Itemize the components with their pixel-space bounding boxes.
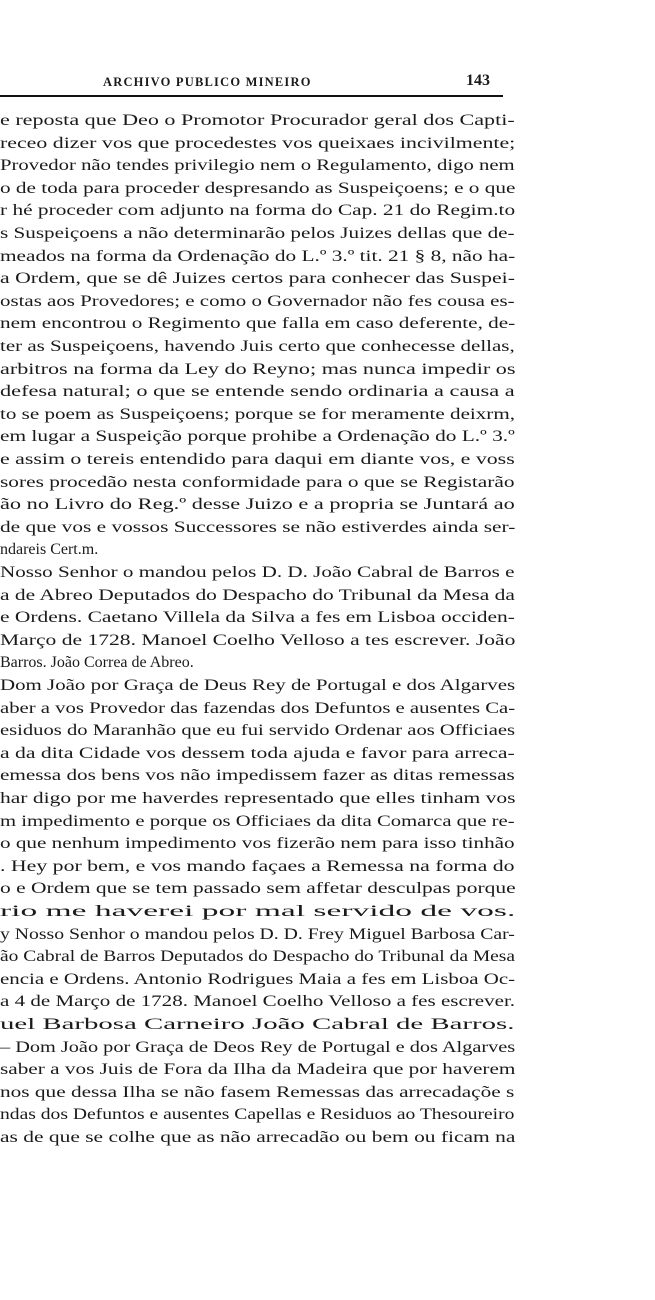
text-line: esiduos do Maranhão que eu fui servido Ordenar aos Officiaes [0, 722, 516, 740]
text-line: uel Barbosa Carneiro João Cabral de Barros. [0, 1016, 515, 1033]
text-line: – Dom João por Graça de Deos Rey de Portugal e dos Algarves [0, 1038, 516, 1056]
text-line: r hé proceder com adjunto na forma do Cap. 21 do Regim.to [0, 202, 516, 220]
text-line: . Hey por bem, e vos mando façaes a Remessa na forma do [0, 857, 515, 875]
text-line: ndas dos Defuntos e ausentes Capellas e Residuos ao Thesoureiro [0, 1106, 515, 1124]
text-line: ão Cabral de Barros Deputados do Despacho do Tribunal da Mesa [0, 948, 516, 966]
text-line: o que nenhum impedimento vos fizerão nem para isso tinhão [0, 835, 515, 853]
text-line: y Nosso Senhor o mandou pelos D. D. Frey Miguel Barbosa Car- [0, 925, 515, 943]
text-line: a da dita Cidade vos dessem toda ajuda e favor para arreca- [0, 744, 515, 762]
text-line: ndareis Cert.m. [0, 541, 99, 559]
running-header-title: ARCHIVO PUBLICO MINEIRO [103, 75, 312, 89]
text-line: s Suspeiçoens a não determinarão pelos Juizes dellas que de- [0, 225, 515, 242]
text-line: em lugar a Suspeição porque prohibe a Ordenação do L.º 3.º [0, 428, 515, 446]
text-line: har digo por me haverdes representado que elles tinham vos [0, 790, 516, 807]
text-line: a 4 de Março de 1728. Manoel Coelho Velloso a fes escrever. [0, 993, 516, 1011]
text-line: e Ordens. Caetano Villela da Silva a fes em Lisboa occiden- [0, 609, 515, 627]
text-line: ostas aos Provedores; e como o Governador não fes cousa es- [0, 292, 515, 310]
text-line: Dom João por Graça de Deus Rey de Portugal e dos Algarves [0, 677, 516, 694]
text-line: e reposta que Deo o Promotor Procurador geral dos Capti- [0, 112, 515, 129]
text-line: defesa natural; o que se entende sendo ordinaria a causa a [0, 383, 515, 401]
text-line: a de Abreo Deputados do Despacho do Tribunal da Mesa da [0, 586, 515, 604]
text-line: ter as Suspeiçoens, havendo Juis certo que conhecesse dellas, [0, 338, 515, 355]
page-number: 143 [466, 72, 490, 89]
text-line: nem encontrou o Regimento que falla em caso deferente, de- [0, 315, 516, 333]
text-line: Nosso Senhor o mandou pelos D. D. João Cabral de Barros e [0, 564, 515, 581]
text-line: sores procedão nesta conformidade para o que se Registarão [0, 473, 515, 491]
text-line: aber a vos Provedor das fazendas dos Defuntos e ausentes Ca- [0, 699, 516, 717]
text-line: Março de 1728. Manoel Coelho Velloso a tes escrever. João [0, 631, 516, 649]
text-line: o e Ordem que se tem passado sem affetar desculpas porque [0, 880, 516, 898]
text-line: de que vos e vossos Successores se não estiverdes ainda ser- [0, 518, 516, 536]
text-line: Provedor não tendes privilegio nem o Regulamento, digo nem [0, 157, 515, 175]
text-line: meados na forma da Ordenação do L.º 3.º tit. 21 § 8, não ha- [0, 247, 516, 265]
text-line: a Ordem, que se dê Juizes certos para conhecer das Suspei- [0, 270, 515, 288]
text-line: o de toda para proceder despresando as Suspeiçoens; e o que [0, 179, 516, 197]
text-line: arbitros na forma da Ley do Reyno; mas nunca impedir os [0, 360, 516, 378]
text-line: e assim o tereis entendido para daqui em diante vos, e voss [0, 451, 515, 468]
running-header [0, 72, 503, 94]
header-rule [0, 95, 503, 97]
text-line: nos que dessa Ilha se não fasem Remessas das arrecadaçõe s [0, 1083, 515, 1101]
text-line: receo dizer vos que procedestes vos queixaes incivilmente; [0, 134, 516, 152]
text-line: rio me haverei por mal servido de vos. [0, 903, 516, 920]
text-line: saber a vos Juis de Fora da Ilha da Madeira que por haverem [0, 1061, 516, 1079]
text-line: emessa dos bens vos não impedissem fazer as ditas remessas [0, 767, 515, 785]
text-line: m impedimento e porque os Officiaes da dita Comarca que re- [0, 812, 515, 830]
text-line: ão no Livro do Reg.º desse Juizo e a propria se Juntará ao [0, 496, 515, 514]
text-line: to se poem as Suspeiçoens; porque se for meramente deixrm, [0, 405, 515, 423]
text-line: encia e Ordens. Antonio Rodrigues Maia a fes em Lisboa Oc- [0, 970, 516, 988]
text-line: Barros. João Correa de Abreo. [0, 654, 194, 672]
text-line: as de que se colhe que as não arrecadão ou bem ou ficam na [0, 1129, 516, 1146]
